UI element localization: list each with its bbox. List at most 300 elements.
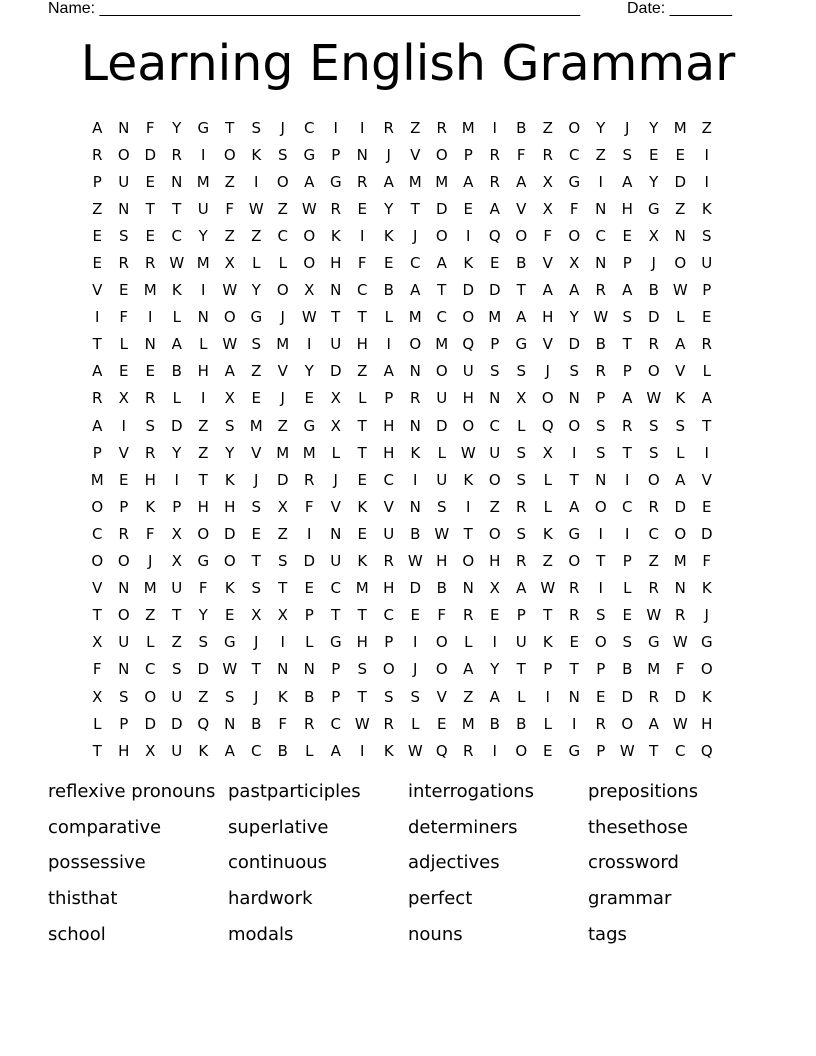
grid-letter[interactable]: G xyxy=(647,199,660,218)
grid-letter[interactable]: E xyxy=(702,308,712,327)
grid-letter[interactable]: E xyxy=(304,579,314,598)
grid-letter[interactable]: H xyxy=(542,308,554,327)
grid-letter[interactable]: G xyxy=(197,552,210,571)
grid-letter[interactable]: D xyxy=(276,470,289,489)
grid-letter[interactable]: L xyxy=(358,389,367,408)
grid-letter[interactable]: W xyxy=(460,443,476,462)
grid-letter[interactable]: C xyxy=(277,226,288,245)
grid-letter[interactable]: J xyxy=(148,552,153,571)
grid-letter[interactable]: O xyxy=(515,226,528,245)
grid-letter[interactable]: R xyxy=(145,389,156,408)
grid-letter[interactable]: U xyxy=(436,470,448,489)
grid-letter[interactable]: P xyxy=(516,606,526,625)
grid-letter[interactable]: A xyxy=(489,687,500,706)
grid-letter[interactable]: I xyxy=(598,579,603,598)
grid-letter[interactable]: Y xyxy=(649,172,659,191)
grid-letter[interactable]: I xyxy=(704,145,709,164)
grid-letter[interactable]: S xyxy=(145,416,156,435)
grid-letter[interactable]: E xyxy=(437,714,447,733)
grid-letter[interactable]: Q xyxy=(197,714,210,733)
grid-letter[interactable]: R xyxy=(304,470,315,489)
grid-letter[interactable]: M xyxy=(355,579,369,598)
grid-letter[interactable]: S xyxy=(171,660,182,679)
grid-letter[interactable]: I xyxy=(280,633,285,652)
grid-letter[interactable]: C xyxy=(489,416,500,435)
grid-letter[interactable]: R xyxy=(118,524,129,543)
grid-letter[interactable]: E xyxy=(119,362,129,381)
grid-letter[interactable]: A xyxy=(622,281,633,300)
grid-letter[interactable]: F xyxy=(119,308,129,327)
grid-letter[interactable]: W xyxy=(407,741,423,760)
grid-letter[interactable]: V xyxy=(118,443,129,462)
grid-letter[interactable]: D xyxy=(303,552,316,571)
grid-letter[interactable]: E xyxy=(490,606,500,625)
grid-letter[interactable]: X xyxy=(171,524,182,543)
grid-letter[interactable]: V xyxy=(542,335,553,354)
grid-letter[interactable]: R xyxy=(463,741,474,760)
grid-letter[interactable]: T xyxy=(410,199,420,218)
grid-letter[interactable]: X xyxy=(145,741,156,760)
grid-letter[interactable]: F xyxy=(225,199,235,218)
grid-letter[interactable]: D xyxy=(462,281,475,300)
grid-letter[interactable]: C xyxy=(648,524,659,543)
grid-letter[interactable]: T xyxy=(543,606,553,625)
grid-letter[interactable]: O xyxy=(647,362,660,381)
grid-letter[interactable]: V xyxy=(436,687,447,706)
grid-letter[interactable]: Z xyxy=(463,687,474,706)
grid-letter[interactable]: M xyxy=(276,335,290,354)
grid-letter[interactable]: W xyxy=(222,335,238,354)
grid-letter[interactable]: R xyxy=(145,254,156,273)
grid-letter[interactable]: V xyxy=(251,443,262,462)
grid-letter[interactable]: M xyxy=(196,172,210,191)
grid-letter[interactable]: D xyxy=(197,660,210,679)
grid-letter[interactable]: L xyxy=(172,308,181,327)
grid-letter[interactable]: J xyxy=(254,470,259,489)
grid-letter[interactable]: X xyxy=(542,172,553,191)
grid-letter[interactable]: G xyxy=(250,308,263,327)
grid-letter[interactable]: O xyxy=(462,308,475,327)
grid-letter[interactable]: S xyxy=(224,687,235,706)
grid-letter[interactable]: O xyxy=(568,416,581,435)
grid-letter[interactable]: K xyxy=(463,470,474,489)
grid-letter[interactable]: M xyxy=(276,443,290,462)
grid-letter[interactable]: M xyxy=(647,660,661,679)
grid-letter[interactable]: N xyxy=(356,145,368,164)
grid-letter[interactable]: X xyxy=(648,226,659,245)
grid-letter[interactable]: J xyxy=(413,226,418,245)
grid-letter[interactable]: P xyxy=(622,254,632,273)
grid-letter[interactable]: W xyxy=(672,281,688,300)
grid-letter[interactable]: M xyxy=(461,118,475,137)
grid-letter[interactable]: R xyxy=(516,552,527,571)
grid-letter[interactable]: T xyxy=(145,199,155,218)
grid-letter[interactable]: R xyxy=(92,145,103,164)
grid-letter[interactable]: H xyxy=(224,497,236,516)
grid-letter[interactable]: E xyxy=(543,741,553,760)
grid-letter[interactable]: O xyxy=(462,552,475,571)
grid-letter[interactable]: S xyxy=(251,579,262,598)
grid-letter[interactable]: F xyxy=(145,118,155,137)
grid-letter[interactable]: X xyxy=(92,687,103,706)
grid-letter[interactable]: R xyxy=(648,579,659,598)
grid-letter[interactable]: U xyxy=(197,199,209,218)
grid-letter[interactable]: O xyxy=(276,281,289,300)
grid-letter[interactable]: O xyxy=(435,633,448,652)
grid-letter[interactable]: E xyxy=(251,389,261,408)
grid-letter[interactable]: D xyxy=(568,335,581,354)
grid-letter[interactable]: S xyxy=(648,416,659,435)
grid-letter[interactable]: C xyxy=(330,714,341,733)
grid-letter[interactable]: B xyxy=(489,714,500,733)
grid-letter[interactable]: I xyxy=(360,118,365,137)
grid-letter[interactable]: R xyxy=(648,497,659,516)
grid-letter[interactable]: S xyxy=(383,687,394,706)
grid-letter[interactable]: E xyxy=(357,524,367,543)
grid-letter[interactable]: D xyxy=(674,172,687,191)
grid-letter[interactable]: P xyxy=(304,606,314,625)
grid-letter[interactable]: C xyxy=(304,118,315,137)
grid-letter[interactable]: N xyxy=(118,118,130,137)
grid-letter[interactable]: R xyxy=(648,687,659,706)
grid-letter[interactable]: A xyxy=(516,172,527,191)
grid-letter[interactable]: O xyxy=(223,552,236,571)
grid-letter[interactable]: L xyxy=(199,335,208,354)
grid-letter[interactable]: L xyxy=(119,335,128,354)
grid-letter[interactable]: K xyxy=(224,470,235,489)
grid-letter[interactable]: E xyxy=(463,199,473,218)
grid-letter[interactable]: F xyxy=(569,199,579,218)
grid-letter[interactable]: D xyxy=(647,308,660,327)
grid-letter[interactable]: K xyxy=(410,443,421,462)
grid-letter[interactable]: T xyxy=(225,118,235,137)
grid-letter[interactable]: D xyxy=(409,579,422,598)
grid-letter[interactable]: O xyxy=(674,254,687,273)
grid-letter[interactable]: N xyxy=(330,281,342,300)
grid-letter[interactable]: T xyxy=(596,552,606,571)
grid-letter[interactable]: Z xyxy=(489,497,500,516)
grid-letter[interactable]: W xyxy=(222,660,238,679)
grid-letter[interactable]: I xyxy=(704,172,709,191)
grid-letter[interactable]: M xyxy=(196,254,210,273)
grid-letter[interactable]: G xyxy=(568,524,581,543)
grid-letter[interactable]: Y xyxy=(649,118,659,137)
grid-letter[interactable]: A xyxy=(383,172,394,191)
grid-letter[interactable]: E xyxy=(92,254,102,273)
grid-letter[interactable]: I xyxy=(121,416,126,435)
grid-letter[interactable]: T xyxy=(251,660,261,679)
grid-letter[interactable]: F xyxy=(357,254,367,273)
grid-letter[interactable]: R xyxy=(383,118,394,137)
grid-letter[interactable]: Z xyxy=(251,226,262,245)
grid-letter[interactable]: E xyxy=(702,497,712,516)
grid-letter[interactable]: I xyxy=(201,281,206,300)
grid-letter[interactable]: S xyxy=(595,443,606,462)
grid-letter[interactable]: Y xyxy=(384,199,394,218)
grid-letter[interactable]: H xyxy=(383,416,395,435)
grid-letter[interactable]: N xyxy=(595,470,607,489)
grid-letter[interactable]: Q xyxy=(435,741,448,760)
grid-letter[interactable]: X xyxy=(277,606,288,625)
grid-letter[interactable]: P xyxy=(596,389,606,408)
grid-letter[interactable]: V xyxy=(330,497,341,516)
grid-letter[interactable]: Z xyxy=(145,606,156,625)
grid-letter[interactable]: Z xyxy=(251,362,262,381)
grid-letter[interactable]: U xyxy=(171,579,183,598)
grid-letter[interactable]: R xyxy=(648,335,659,354)
grid-letter[interactable]: A xyxy=(92,416,103,435)
grid-letter[interactable]: V xyxy=(277,362,288,381)
grid-letter[interactable]: R xyxy=(118,254,129,273)
grid-letter[interactable]: R xyxy=(569,579,580,598)
grid-letter[interactable]: W xyxy=(434,524,450,543)
grid-letter[interactable]: R xyxy=(675,606,686,625)
grid-letter[interactable]: N xyxy=(674,226,686,245)
grid-letter[interactable]: R xyxy=(569,606,580,625)
grid-letter[interactable]: O xyxy=(223,145,236,164)
grid-letter[interactable]: C xyxy=(171,226,182,245)
grid-letter[interactable]: U xyxy=(489,443,501,462)
grid-letter[interactable]: T xyxy=(331,308,341,327)
grid-letter[interactable]: Z xyxy=(171,633,182,652)
grid-letter[interactable]: W xyxy=(354,714,370,733)
grid-letter[interactable]: L xyxy=(331,443,340,462)
grid-letter[interactable]: W xyxy=(540,579,556,598)
grid-letter[interactable]: Q xyxy=(462,335,475,354)
grid-letter[interactable]: K xyxy=(701,579,712,598)
grid-letter[interactable]: U xyxy=(436,389,448,408)
grid-letter[interactable]: I xyxy=(545,687,550,706)
grid-letter[interactable]: X xyxy=(224,254,235,273)
grid-letter[interactable]: L xyxy=(543,470,552,489)
grid-letter[interactable]: C xyxy=(357,281,368,300)
grid-letter[interactable]: A xyxy=(463,172,474,191)
grid-letter[interactable]: S xyxy=(595,606,606,625)
grid-letter[interactable]: O xyxy=(276,172,289,191)
grid-letter[interactable]: H xyxy=(383,579,395,598)
grid-letter[interactable]: T xyxy=(357,443,367,462)
grid-letter[interactable]: Z xyxy=(277,416,288,435)
grid-letter[interactable]: O xyxy=(382,660,395,679)
grid-letter[interactable]: X xyxy=(251,606,262,625)
grid-letter[interactable]: B xyxy=(516,254,527,273)
grid-letter[interactable]: S xyxy=(489,362,500,381)
grid-letter[interactable]: V xyxy=(701,470,712,489)
grid-letter[interactable]: Z xyxy=(224,226,235,245)
grid-letter[interactable]: U xyxy=(701,254,713,273)
grid-letter[interactable]: R xyxy=(357,172,368,191)
grid-letter[interactable]: T xyxy=(357,416,367,435)
grid-letter[interactable]: W xyxy=(301,199,317,218)
grid-letter[interactable]: J xyxy=(704,606,709,625)
grid-letter[interactable]: U xyxy=(515,633,527,652)
grid-letter[interactable]: J xyxy=(280,118,285,137)
grid-letter[interactable]: W xyxy=(407,552,423,571)
grid-letter[interactable]: B xyxy=(304,687,315,706)
grid-letter[interactable]: A xyxy=(542,281,553,300)
name-field[interactable]: Name: ______________________________________________________ xyxy=(48,0,581,17)
grid-letter[interactable]: I xyxy=(572,714,577,733)
grid-letter[interactable]: M xyxy=(143,281,157,300)
grid-letter[interactable]: I xyxy=(492,741,497,760)
grid-letter[interactable]: R xyxy=(595,362,606,381)
grid-letter[interactable]: S xyxy=(622,145,633,164)
grid-letter[interactable]: U xyxy=(462,362,474,381)
grid-letter[interactable]: O xyxy=(594,633,607,652)
grid-letter[interactable]: A xyxy=(224,362,235,381)
grid-letter[interactable]: U xyxy=(118,633,130,652)
grid-letter[interactable]: A xyxy=(410,281,421,300)
grid-letter[interactable]: A xyxy=(463,660,474,679)
grid-letter[interactable]: U xyxy=(383,524,395,543)
grid-letter[interactable]: S xyxy=(516,362,527,381)
grid-letter[interactable]: X xyxy=(304,281,315,300)
grid-letter[interactable]: I xyxy=(492,118,497,137)
grid-letter[interactable]: T xyxy=(569,470,579,489)
grid-letter[interactable]: W xyxy=(222,281,238,300)
grid-letter[interactable]: O xyxy=(435,145,448,164)
grid-letter[interactable]: C xyxy=(251,741,262,760)
grid-letter[interactable]: A xyxy=(648,714,659,733)
grid-letter[interactable]: W xyxy=(646,389,662,408)
grid-letter[interactable]: A xyxy=(383,362,394,381)
grid-letter[interactable]: A xyxy=(171,335,182,354)
grid-letter[interactable]: O xyxy=(223,308,236,327)
grid-letter[interactable]: X xyxy=(542,443,553,462)
grid-letter[interactable]: N xyxy=(568,389,580,408)
grid-letter[interactable]: E xyxy=(622,226,632,245)
grid-letter[interactable]: O xyxy=(674,524,687,543)
grid-letter[interactable]: J xyxy=(280,389,285,408)
grid-letter[interactable]: B xyxy=(516,118,527,137)
grid-letter[interactable]: S xyxy=(569,362,580,381)
grid-letter[interactable]: T xyxy=(569,660,579,679)
grid-letter[interactable]: H xyxy=(701,714,713,733)
grid-letter[interactable]: O xyxy=(91,552,104,571)
grid-letter[interactable]: E xyxy=(675,145,685,164)
grid-letter[interactable]: Y xyxy=(490,660,500,679)
grid-letter[interactable]: P xyxy=(172,497,182,516)
grid-letter[interactable]: E xyxy=(410,606,420,625)
grid-letter[interactable]: N xyxy=(568,687,580,706)
date-field[interactable]: Date: _______ xyxy=(627,0,732,17)
grid-letter[interactable]: P xyxy=(92,443,102,462)
grid-letter[interactable]: T xyxy=(278,579,288,598)
grid-letter[interactable]: T xyxy=(331,606,341,625)
grid-letter[interactable]: C xyxy=(436,308,447,327)
grid-letter[interactable]: P xyxy=(331,660,341,679)
grid-letter[interactable]: K xyxy=(701,687,712,706)
grid-letter[interactable]: R xyxy=(595,714,606,733)
grid-letter[interactable]: I xyxy=(466,497,471,516)
grid-letter[interactable]: L xyxy=(93,714,102,733)
grid-letter[interactable]: J xyxy=(386,145,391,164)
grid-letter[interactable]: P xyxy=(463,145,473,164)
grid-letter[interactable]: K xyxy=(277,687,288,706)
grid-letter[interactable]: R xyxy=(171,145,182,164)
grid-letter[interactable]: I xyxy=(704,443,709,462)
grid-letter[interactable]: N xyxy=(409,497,421,516)
grid-letter[interactable]: O xyxy=(568,226,581,245)
grid-letter[interactable]: P xyxy=(596,660,606,679)
grid-letter[interactable]: K xyxy=(357,552,368,571)
grid-letter[interactable]: T xyxy=(702,416,712,435)
grid-letter[interactable]: D xyxy=(488,281,501,300)
grid-letter[interactable]: L xyxy=(517,687,526,706)
grid-letter[interactable]: K xyxy=(198,741,209,760)
grid-letter[interactable]: I xyxy=(174,470,179,489)
grid-letter[interactable]: H xyxy=(330,254,342,273)
grid-letter[interactable]: E xyxy=(145,362,155,381)
grid-letter[interactable]: H xyxy=(489,552,501,571)
grid-letter[interactable]: I xyxy=(148,308,153,327)
grid-letter[interactable]: N xyxy=(144,335,156,354)
grid-letter[interactable]: O xyxy=(197,524,210,543)
grid-letter[interactable]: E xyxy=(357,199,367,218)
grid-letter[interactable]: N xyxy=(197,308,209,327)
grid-letter[interactable]: Z xyxy=(277,199,288,218)
grid-letter[interactable]: A xyxy=(569,497,580,516)
grid-letter[interactable]: T xyxy=(649,741,659,760)
grid-letter[interactable]: U xyxy=(330,552,342,571)
grid-letter[interactable]: H xyxy=(462,389,474,408)
grid-letter[interactable]: G xyxy=(647,633,660,652)
grid-letter[interactable]: E xyxy=(596,687,606,706)
grid-letter[interactable]: Y xyxy=(251,281,261,300)
grid-letter[interactable]: C xyxy=(383,470,394,489)
grid-letter[interactable]: E xyxy=(304,389,314,408)
grid-letter[interactable]: D xyxy=(435,416,448,435)
grid-letter[interactable]: O xyxy=(117,552,130,571)
grid-letter[interactable]: Z xyxy=(675,199,686,218)
grid-letter[interactable]: Z xyxy=(357,362,368,381)
grid-letter[interactable]: F xyxy=(92,660,102,679)
grid-letter[interactable]: F xyxy=(145,524,155,543)
grid-letter[interactable]: M xyxy=(488,308,502,327)
grid-letter[interactable]: I xyxy=(360,226,365,245)
grid-letter[interactable]: L xyxy=(278,254,287,273)
grid-letter[interactable]: N xyxy=(409,416,421,435)
grid-letter[interactable]: E xyxy=(251,524,261,543)
grid-letter[interactable]: I xyxy=(413,633,418,652)
grid-letter[interactable]: I xyxy=(625,470,630,489)
grid-letter[interactable]: P xyxy=(331,145,341,164)
grid-letter[interactable]: K xyxy=(542,524,553,543)
grid-letter[interactable]: Q xyxy=(488,226,501,245)
grid-letter[interactable]: I xyxy=(333,118,338,137)
grid-letter[interactable]: U xyxy=(171,687,183,706)
grid-letter[interactable]: K xyxy=(383,741,394,760)
grid-letter[interactable]: K xyxy=(171,281,182,300)
grid-letter[interactable]: A xyxy=(436,254,447,273)
grid-letter[interactable]: U xyxy=(330,335,342,354)
grid-letter[interactable]: A xyxy=(516,308,527,327)
grid-letter[interactable]: O xyxy=(621,714,634,733)
grid-letter[interactable]: F xyxy=(543,226,553,245)
grid-letter[interactable]: S xyxy=(357,660,368,679)
grid-letter[interactable]: M xyxy=(143,579,157,598)
grid-letter[interactable]: X xyxy=(330,416,341,435)
grid-letter[interactable]: Y xyxy=(596,118,606,137)
grid-letter[interactable]: B xyxy=(622,660,633,679)
grid-letter[interactable]: F xyxy=(198,579,208,598)
grid-letter[interactable]: C xyxy=(92,524,103,543)
grid-letter[interactable]: I xyxy=(413,470,418,489)
grid-letter[interactable]: L xyxy=(172,389,181,408)
grid-letter[interactable]: X xyxy=(118,389,129,408)
grid-letter[interactable]: Z xyxy=(198,443,209,462)
grid-letter[interactable]: K xyxy=(251,145,262,164)
